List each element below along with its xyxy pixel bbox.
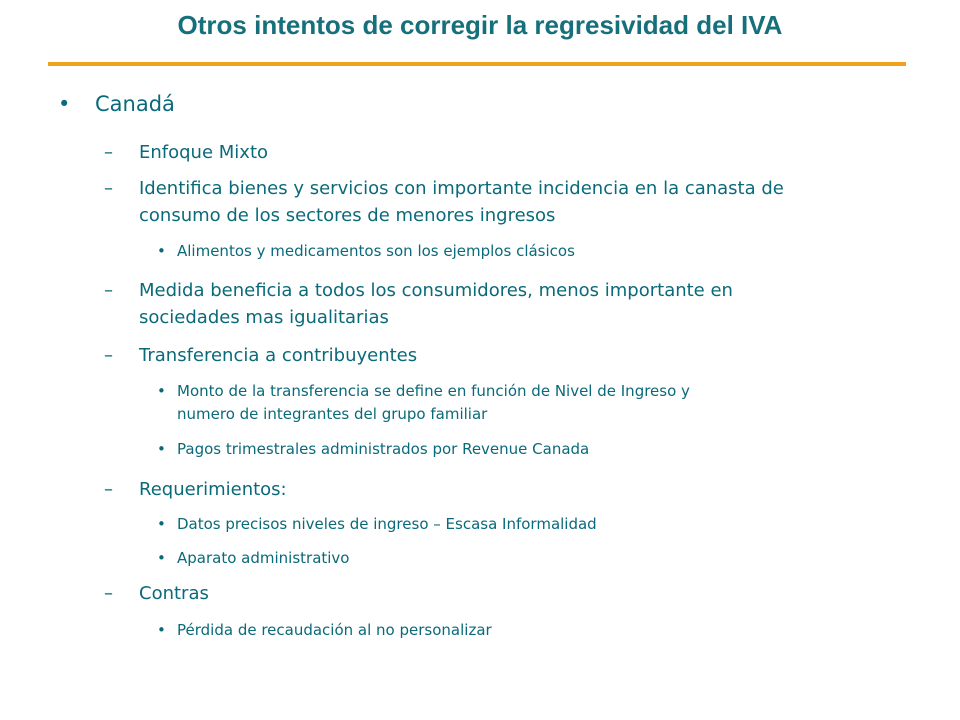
sub-item-continuation: consumo de los sectores de menores ingresos xyxy=(139,205,556,226)
sub-sub-item-continuation: numero de integrantes del grupo familiar xyxy=(177,405,488,423)
sub-item: Identifica bienes y servicios con importante incidencia en la canasta de xyxy=(139,178,784,199)
bullet-marker: • xyxy=(58,92,71,116)
sub-sub-item: Pagos trimestrales administrados por Revenue Canada xyxy=(177,440,590,458)
sub-item: Contras xyxy=(139,583,209,604)
sub-sub-item: Alimentos y medicamentos son los ejemplos clásicos xyxy=(177,242,575,260)
sub-item: Medida beneficia a todos los consumidores, menos importante en xyxy=(139,280,733,301)
bullet-marker: • xyxy=(157,549,166,567)
title-underline xyxy=(48,62,906,66)
sub-item: Transferencia a contribuyentes xyxy=(139,345,418,366)
dash-marker: – xyxy=(104,178,113,199)
bullet-country: Canadá xyxy=(95,92,175,116)
dash-marker: – xyxy=(104,142,113,163)
sub-sub-item: Monto de la transferencia se define en función de Nivel de Ingreso y xyxy=(177,382,690,400)
sub-item: Requerimientos: xyxy=(139,479,287,500)
dash-marker: – xyxy=(104,345,113,366)
bullet-marker: • xyxy=(157,515,166,533)
bullet-marker: • xyxy=(157,382,166,400)
slide-title: Otros intentos de corregir la regresividad del IVA xyxy=(177,10,783,40)
sub-sub-item: Aparato administrativo xyxy=(177,549,350,567)
dash-marker: – xyxy=(104,583,113,604)
bullet-marker: • xyxy=(157,621,166,639)
dash-marker: – xyxy=(104,479,113,500)
dash-marker: – xyxy=(104,280,113,301)
sub-sub-item: Pérdida de recaudación al no personalizar xyxy=(177,621,492,639)
bullet-marker: • xyxy=(157,440,166,458)
bullet-marker: • xyxy=(157,242,166,260)
sub-item: Enfoque Mixto xyxy=(139,142,269,163)
sub-sub-item: Datos precisos niveles de ingreso – Escasa Informalidad xyxy=(177,515,597,533)
sub-item-continuation: sociedades mas igualitarias xyxy=(139,307,389,328)
